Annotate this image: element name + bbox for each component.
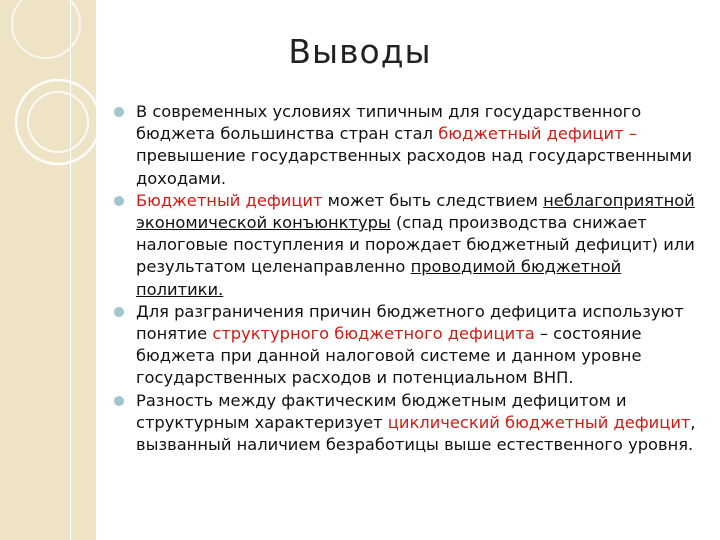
- slide-title: Выводы: [288, 32, 432, 71]
- highlighted-term: циклический бюджетный дефицит: [387, 412, 691, 432]
- bullet-text: Для разграничения причин бюджетного дефицита используют понятие: [136, 301, 684, 344]
- underlined-text: проводимой бюджетной политики.: [136, 257, 622, 299]
- underlined-text: неблагоприятной экономической конъюнктуры: [136, 190, 695, 233]
- bullet-item: [112, 190, 702, 301]
- bullet-item: [112, 301, 702, 390]
- highlighted-term: Бюджетный дефицит: [136, 190, 323, 210]
- bullet-text: Разность между фактическим бюджетным дефицитом и структурным характеризует: [136, 390, 627, 432]
- bullet-dot-icon: [114, 107, 124, 117]
- bullet-text: может быть следствием: [322, 190, 544, 210]
- highlighted-term: структурного бюджетного дефицита: [212, 324, 535, 344]
- bullet-dot-icon: [114, 396, 124, 406]
- bullet-list: [112, 101, 702, 456]
- bullet-item: [112, 101, 702, 190]
- highlighted-term: бюджетный дефицит –: [438, 124, 637, 144]
- bullet-text: превышение государственных расходов над государственными доходами.: [136, 146, 693, 188]
- bullet-dot-icon: [114, 196, 124, 206]
- bullet-text: (спад производства снижает налоговые поступления и порождает бюджетный дефицит) или результатом целенаправленно: [136, 213, 695, 277]
- bullet-item: [112, 390, 702, 457]
- bullet-dot-icon: [114, 307, 124, 317]
- bullet-text: В современных условиях типичным для государственного бюджета большинства стран стал: [136, 102, 642, 144]
- bullet-text: – состояние бюджета при данной налоговой системе и данном уровне государственных расходов и потенциальном ВНП.: [136, 324, 642, 388]
- bullet-text: , вызванный наличием безработицы выше естественного уровня.: [136, 412, 696, 455]
- decorative-circles: [0, 0, 120, 540]
